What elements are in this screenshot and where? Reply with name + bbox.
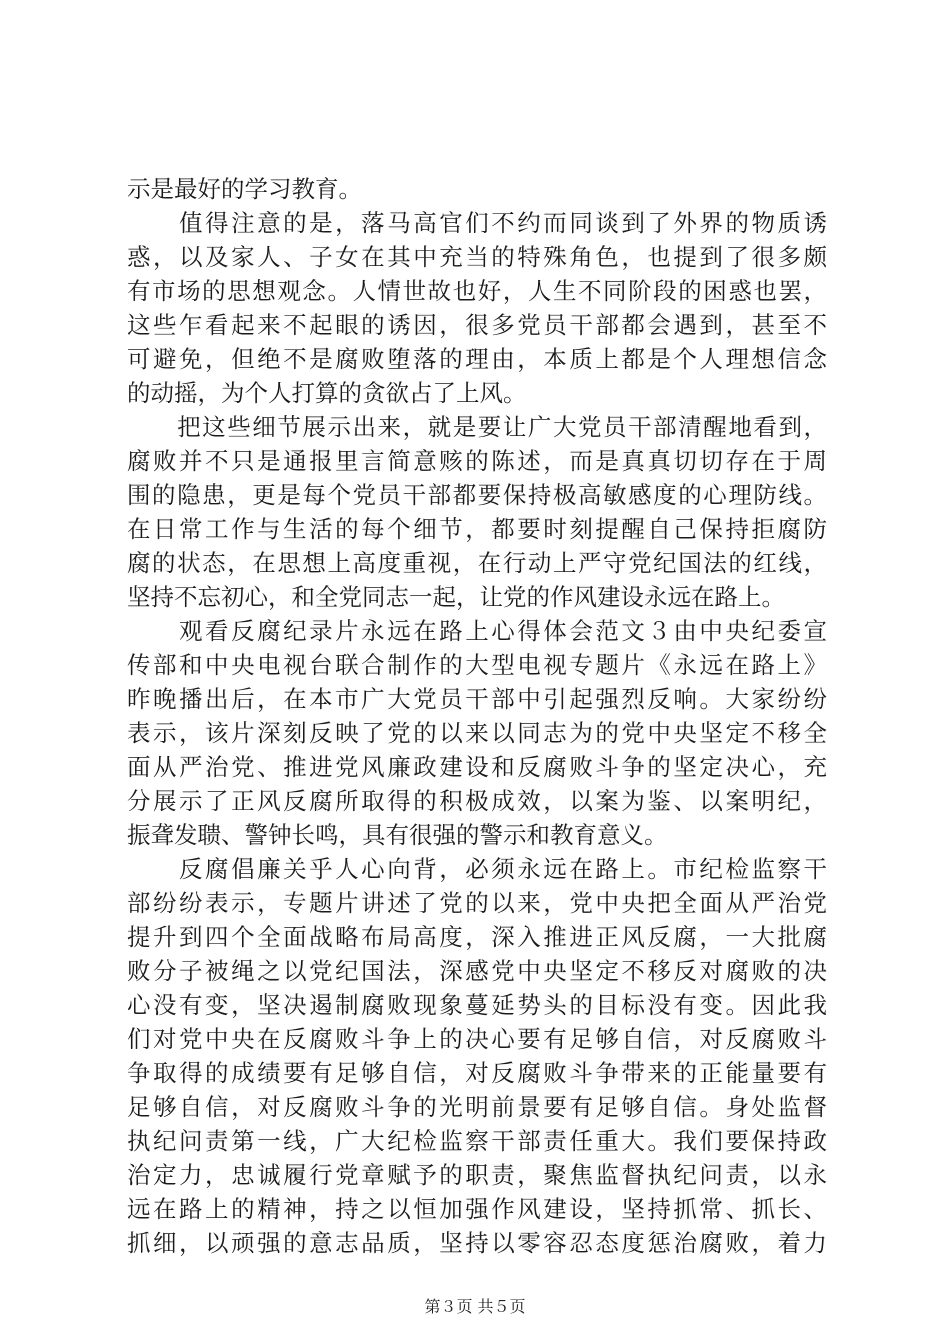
text-line: 执纪问责第一线，广大纪检监察干部责任重大。我们要保持政 xyxy=(127,1127,827,1155)
text-line: 心没有变，坚决遏制腐败现象蔓延势头的目标没有变。因此我 xyxy=(127,991,827,1019)
text-line: 观看反腐纪录片永远在路上心得体会范文３由中央纪委宣 xyxy=(127,617,827,645)
text-line: 的动摇，为个人打算的贪欲占了上风。 xyxy=(127,379,527,407)
text-line: 提升到四个全面战略布局高度，深入推进正风反腐，一大批腐 xyxy=(127,923,827,951)
text-line: 表示，该片深刻反映了党的以来以同志为的党中央坚定不移全 xyxy=(127,719,827,747)
text-line: 败分子被绳之以党纪国法，深感党中央坚定不移反对腐败的决 xyxy=(127,957,827,985)
text-line: 们对党中央在反腐败斗争上的决心要有足够自信，对反腐败斗 xyxy=(127,1025,827,1053)
text-line: 治定力，忠诚履行党章赋予的职责，聚焦监督执纪问责，以永 xyxy=(127,1161,827,1189)
text-line: 部纷纷表示，专题片讲述了党的以来，党中央把全面从严治党 xyxy=(127,889,827,917)
text-line: 争取得的成绩要有足够自信，对反腐败斗争带来的正能量要有 xyxy=(127,1059,827,1087)
text-section-1 xyxy=(127,172,827,614)
text-line: 分展示了正风反腐所取得的积极成效，以案为鉴、以案明纪， xyxy=(127,787,827,815)
text-line: 可避免，但绝不是腐败堕落的理由，本质上都是个人理想信念 xyxy=(127,345,827,373)
text-line: 面从严治党、推进党风廉政建设和反腐败斗争的坚定决心，充 xyxy=(127,753,827,781)
text-line: 坚持不忘初心，和全党同志一起，让党的作风建设永远在路上。 xyxy=(127,583,785,611)
text-line: 远在路上的精神，持之以恒加强作风建设，坚持抓常、抓长、 xyxy=(127,1195,827,1223)
text-line: 值得注意的是，落马高官们不约而同谈到了外界的物质诱 xyxy=(127,209,827,237)
text-line: 腐的状态，在思想上高度重视，在行动上严守党纪国法的红线， xyxy=(127,549,827,577)
text-line: 足够自信，对反腐败斗争的光明前景要有足够自信。身处监督 xyxy=(127,1093,827,1121)
text-line: 有市场的思想观念。人情世故也好，人生不同阶段的困惑也罢， xyxy=(127,277,827,305)
text-line: 围的隐患，更是每个党员干部都要保持极高敏感度的心理防线。 xyxy=(127,481,827,509)
text-section-2 xyxy=(127,614,827,1260)
text-line: 惑，以及家人、子女在其中充当的特殊角色，也提到了很多颇 xyxy=(127,243,827,271)
text-line: 抓细，以顽强的意志品质，坚持以零容忍态度惩治腐败，着力 xyxy=(127,1229,827,1257)
text-line: 这些乍看起来不起眼的诱因，很多党员干部都会遇到，甚至不 xyxy=(127,311,827,339)
page-footer: 第３页 共５页 xyxy=(424,1297,526,1316)
text-line: 昨晚播出后，在本市广大党员干部中引起强烈反响。大家纷纷 xyxy=(127,685,827,713)
text-line: 在日常工作与生活的每个细节，都要时刻提醒自己保持拒腐防 xyxy=(127,515,827,543)
text-line: 腐败并不只是通报里言简意赅的陈述，而是真真切切存在于周 xyxy=(127,447,827,475)
text-line: 把这些细节展示出来，就是要让广大党员干部清醒地看到， xyxy=(127,413,827,441)
text-line: 传部和中央电视台联合制作的大型电视专题片《永远在路上》 xyxy=(127,651,827,679)
text-line: 振聋发聩、警钟长鸣，具有很强的警示和教育意义。 xyxy=(127,821,668,849)
text-line: 反腐倡廉关乎人心向背，必须永远在路上。市纪检监察干 xyxy=(127,855,827,883)
text-line: 示是最好的学习教育。 xyxy=(127,175,362,203)
